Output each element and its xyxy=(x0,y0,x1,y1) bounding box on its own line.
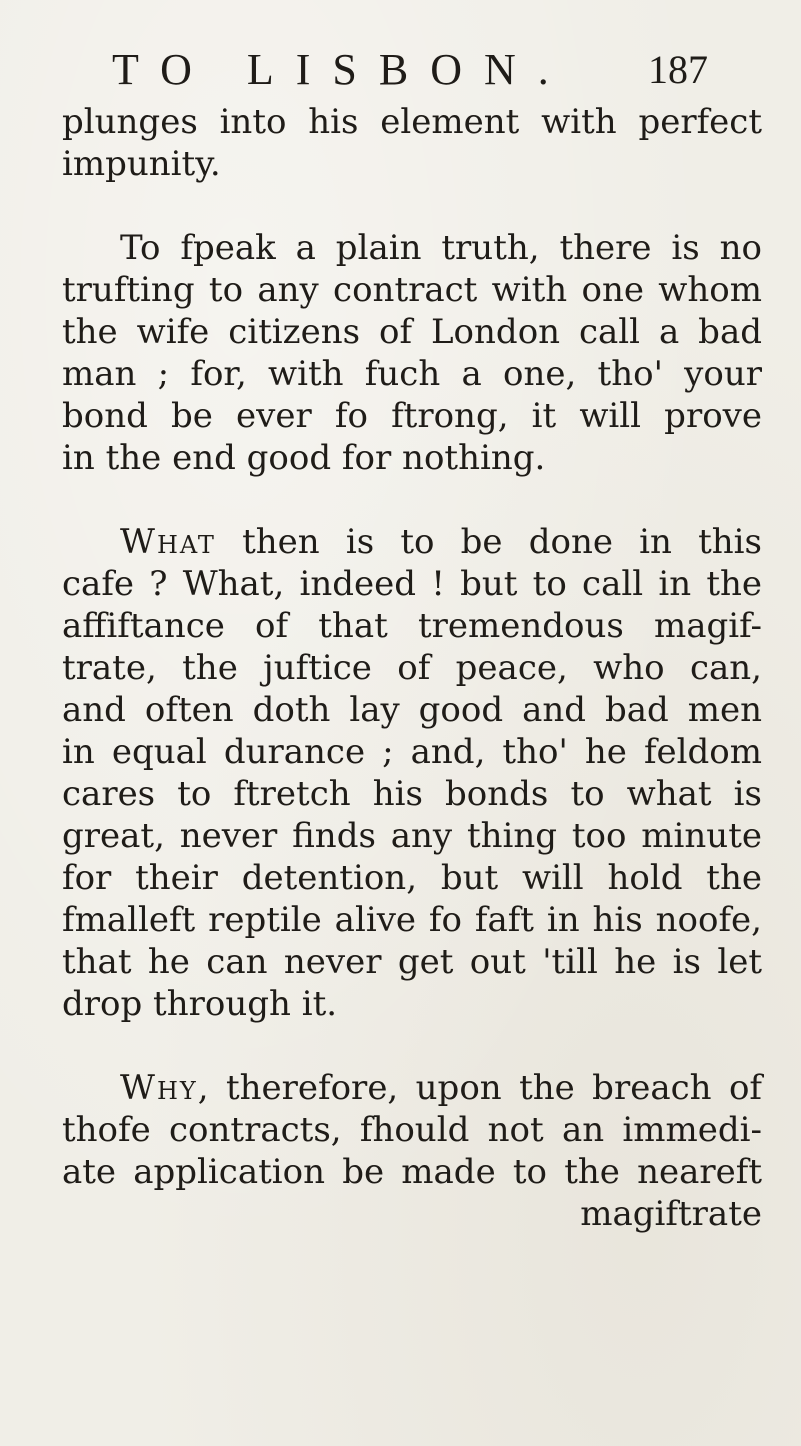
text-line-rest: then is to be done in this xyxy=(215,522,762,562)
text-line: in equal durance ; and, tho' he feldom xyxy=(62,732,762,772)
text-line: trate, the juftice of peace, who can, xyxy=(62,648,762,688)
text-line-rest: , therefore, upon the breach of xyxy=(197,1068,762,1108)
paragraph-gap xyxy=(62,185,762,227)
text-line: that he can never get out 'till he is let xyxy=(62,942,762,982)
text-line: drop through it. xyxy=(62,984,338,1024)
text-line: in the end good for nothing. xyxy=(62,438,546,478)
page-header xyxy=(112,40,712,100)
text-line: fmalleft reptile alive fo faft in his noofe, xyxy=(62,900,762,940)
text-line: the wife citizens of London call a bad xyxy=(62,312,762,352)
text-line: impunity. xyxy=(62,144,221,184)
paragraph-lead-word: Why xyxy=(120,1068,198,1108)
text-line: cafe ? What, indeed ! but to call in the xyxy=(62,564,762,604)
text-line: plunges into his element with perfect xyxy=(62,102,762,142)
page-number: 187 xyxy=(648,47,708,92)
text-line: and often doth lay good and bad men xyxy=(62,690,762,730)
text-line: man ; for, with fuch a one, tho' your xyxy=(62,354,762,394)
running-head: TO LISBON. xyxy=(112,45,571,94)
text-line: thofe contracts, fhould not an immedi- xyxy=(62,1110,762,1150)
text-line: cares to ftretch his bonds to what is xyxy=(62,774,762,814)
text-line xyxy=(62,1067,762,1109)
text-line: ate application be made to the neareft xyxy=(62,1152,762,1192)
body-text xyxy=(62,101,762,1235)
catchword: magiftrate xyxy=(580,1194,762,1234)
text-line: bond be ever fo ftrong, it will prove xyxy=(62,396,762,436)
text-line: for their detention, but will hold the xyxy=(62,858,762,898)
paragraph-lead-word: What xyxy=(120,522,216,562)
text-line: To fpeak a plain truth, there is no xyxy=(120,228,762,268)
text-line: affiftance of that tremendous magif- xyxy=(62,606,762,646)
paragraph-gap xyxy=(62,1025,762,1067)
text-line: great, never finds any thing too minute xyxy=(62,816,762,856)
paragraph-gap xyxy=(62,479,762,521)
text-line xyxy=(62,521,762,563)
text-line: trufting to any contract with one whom xyxy=(62,270,762,310)
